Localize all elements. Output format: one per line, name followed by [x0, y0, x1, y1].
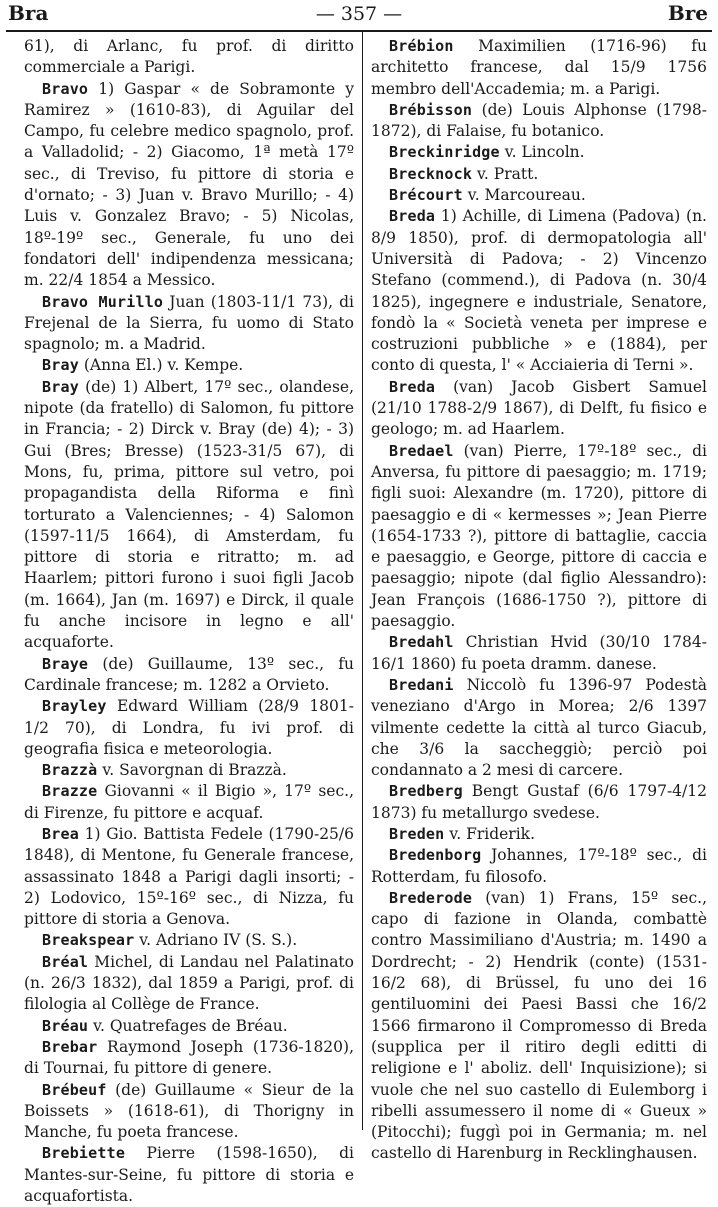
entry-text: (van) Jacob Gisbert Samuel (21/10 1788-2/9 1867), di Delft, fu fisico e geologo; m. ad Haarlem.: [371, 377, 707, 439]
entry: [371, 377, 707, 441]
entry: [371, 781, 707, 824]
column-divider: [362, 32, 363, 1130]
header-right-guide-word: Bre: [667, 1, 708, 25]
entry-headword: Bravo Murillo: [42, 292, 164, 311]
entry-text: v. Lincoln.: [499, 143, 585, 162]
entry-text: v. Friderik.: [444, 824, 535, 843]
entry-headword: Breckinridge: [389, 143, 500, 162]
entry-text: (de) Guillaume « Sieur de la Boissets » (1618-61), di Thorigny in Manche, fu poeta francese.: [24, 1080, 354, 1142]
entry-text: (de) Louis Alphonse (1798-1872), di Falaise, fu botanico.: [371, 100, 707, 141]
entry-headword: Braye: [42, 654, 89, 673]
left-column: [24, 36, 354, 1207]
entry: [24, 377, 354, 654]
entry-text: (Anna El.) v. Kempe.: [78, 356, 244, 375]
entry: [24, 760, 354, 781]
entry: [24, 1080, 354, 1144]
entry-headword: Brébeuf: [42, 1080, 107, 1099]
entry-headword: Brazzà: [42, 761, 98, 780]
entry-text: (van) Pierre, 17º-18º sec., di Anversa, fu pittore di paesaggio; m. 1719; figli suoi: Alexandre (m. 1720), pittore di paesaggio e di « kermesses »; Jean Pierre (1654-1733 ?), pittore di battaglie, caccia e paesaggio, e George, pittore di caccia e paesaggio; nipote (dal figlio Alessandro): Jean François (1686-1750 ?), pittore di paesaggio.: [371, 441, 707, 631]
entry-text: v. Adriano IV (S. S.).: [134, 931, 298, 950]
header-rule: [6, 30, 712, 32]
entry: [24, 824, 354, 930]
entry: [24, 781, 354, 824]
entry-text: v. Quatrefages de Bréau.: [88, 1016, 288, 1035]
entry-text: Juan (1803-11/1 73), di Frejenal de la Sierra, fu uomo di Stato spagnolo; m. a Madrid.: [24, 292, 354, 354]
entry-text: 1) Gaspar « de Sobramonte y Ramirez » (1610-83), di Aguilar del Campo, fu celebre medico spagnolo, prof. a Valladolid; - 2) Giacomo, 1ª metà 17º sec., di Treviso, fu pittore di storia e d'ornato; - 3) Juan v. Bravo Murillo; - 4) Luis v. Gonzalez Bravo; - 5) Nicolas, 18º-19º sec., Generale, fu uno dei fondatori dell' indipendenza messicana; m. 22/4 1854 a Messico.: [24, 79, 354, 290]
entry-text: Johannes, 17º-18º sec., di Rotterdam, fu filosofo.: [371, 846, 707, 886]
entry-text: (van) 1) Frans, 15º sec., capo di fazione in Olanda, combattè contro Massimiliano d'Austria; m. 1490 a Dordrecht; - 2) Hendrik (conte) (1531-16/2 68), di Brüssel, fu uno dei 16 gentiluomini dei Paesi Bassi che 16/2 1566 firmarono il Compromesso di Breda (supplica per il ritiro degli editti di religione e l' aboliz. dell' Inquisizione); si vuole che nel suo castello di Eulemborg i ribelli assumessero il nome di « Gueux » (Pitocchi); fuggì poi in Germania; m. nel castello di Harenburg in Recklinghausen.: [371, 888, 707, 1163]
entry-text: Niccolò fu 1396-97 Podestà veneziano d'Argo in Morea; 2/6 1397 vilmente cedette la città al turco Giacub, che 3/6 la saccheggiò; perciò poi condannato a 2 mesi di carcere.: [371, 675, 707, 780]
entry-text: 1) Gio. Battista Fedele (1790-25/6 1848), di Mentone, fu Generale francese, assassinato 1848 a Parigi dagli insorti; - 2) Lodovico, 15º-16º sec., di Nizza, fu pittore di storia a Genova.: [24, 824, 354, 929]
entry-text: v. Marcoureau.: [462, 186, 586, 205]
entry: [371, 36, 707, 100]
page-header: [0, 0, 718, 30]
entry: [24, 696, 354, 760]
entry-headword: Breda: [389, 377, 436, 396]
entry: [24, 355, 354, 376]
header-left-guide-word: Bra: [8, 1, 49, 25]
entry-headword: Bredani: [389, 675, 454, 694]
entry-headword: Bredahl: [389, 633, 454, 652]
entry-headword: Brea: [42, 824, 79, 843]
entry: [24, 79, 354, 292]
entry-text: (de) Guillaume, 13º sec., fu Cardinale francese; m. 1282 a Orvieto.: [24, 654, 354, 694]
entry-text: Christian Hvid (30/10 1784-16/1 1860) fu poeta dramm. danese.: [371, 633, 707, 673]
entry: [371, 185, 707, 206]
entry-headword: Bréau: [42, 1016, 89, 1035]
entry: [24, 292, 354, 356]
entry-headword: Bray: [42, 377, 79, 396]
entry-headword: Bravo: [42, 79, 89, 98]
entry-text: Giovanni « il Bigio », 17º sec., di Firenze, fu pittore e acquaf.: [24, 782, 354, 822]
entry-text: Bengt Gustaf (6/6 1797-4/12 1873) fu metallurgo svedese.: [371, 782, 707, 822]
entry-text: Raymond Joseph (1736-1820), di Tournai, fu pittore di genere.: [24, 1037, 354, 1078]
entry-text: Michel, di Landau nel Palatinato (n. 26/3 1832), dal 1859 a Parigi, prof. di filologia al Collège de France.: [24, 952, 354, 1014]
entry: [371, 164, 707, 185]
entry-headword: Bredenborg: [389, 846, 482, 865]
entry-text: v. Pratt.: [472, 164, 539, 183]
right-column: [371, 36, 707, 1165]
entry-headword: Breda: [389, 207, 436, 226]
entry-text: 1) Achille, di Limena (Padova) (n. 8/9 1850), prof. di dermopatologia all' Università di Padova; - 2) Vincenzo Stefano (commend.), di Padova (n. 30/4 1825), ingegnere e industriale, Senatore, fondò la « Società veneta per imprese e costruzioni pubbliche » e (1884), per conto di questa, l' « Acciaieria di Terni ».: [371, 207, 707, 375]
entry-headword: Bredael: [389, 441, 454, 460]
entry-headword: Brebar: [42, 1037, 98, 1056]
entry-headword: Bréal: [42, 952, 89, 971]
entry: [24, 1037, 354, 1080]
entry-text: v. Savorgnan di Brazzà.: [97, 761, 287, 780]
page-number: — 357 —: [315, 3, 403, 25]
entry: [371, 632, 707, 675]
entry-text: (de) 1) Albert, 17º sec., olandese, nipote (da fratello) di Salomon, fu pittore in Francia; - 2) Dirck v. Bray (de) 4); - 3) Gui (Bres; Bresse) (1523-31/5 67), di Mons, fu, prima, pittore sul vetro, poi propagandista della Riforma e finì torturato a Valenciennes; - 4) Salomon (1597-11/5 1664), di Amsterdam, fu pittore di storia e ritratto; m. ad Haarlem; pittori furono i suoi figli Jacob (m. 1664), Jan (m. 1697) e Dirck, il quale fu anche incisore in legno e all' acquaforte.: [24, 377, 354, 652]
entry: [24, 930, 354, 951]
entry: [371, 824, 707, 845]
entry-headword: Brébion: [389, 37, 454, 55]
entry: [24, 1016, 354, 1037]
entry: [371, 206, 707, 376]
entry-headword: Breden: [389, 824, 445, 843]
entry: [371, 675, 707, 781]
entry: [371, 888, 707, 1165]
entry: [24, 654, 354, 697]
entry-headword: Brayley: [42, 697, 107, 716]
entry-headword: Breakspear: [42, 931, 135, 950]
entry-text: Pierre (1598-1650), di Mantes-sur-Seine, fu pittore di storia e acquafortista.: [24, 1144, 354, 1206]
entry: [24, 952, 354, 1016]
entry-text: 61), di Arlanc, fu prof. di diritto commerciale a Parigi.: [24, 37, 354, 77]
entry: [24, 1143, 354, 1207]
entry-headword: Bray: [42, 356, 79, 375]
entry-headword: Brecknock: [389, 164, 473, 183]
entry: [371, 845, 707, 888]
entry-headword: Brébisson: [389, 100, 473, 119]
entry-headword: Brazze: [42, 782, 98, 801]
entry-headword: Brécourt: [389, 186, 463, 205]
entry: [371, 100, 707, 143]
entry-headword: Brederode: [389, 888, 473, 907]
entry-headword: Bredberg: [389, 782, 463, 801]
entry: [24, 36, 354, 79]
entry-headword: Brebiette: [42, 1144, 126, 1163]
entry-text: Maximilien (1716-96) fu architetto francese, dal 15/9 1756 membro dell'Accademia; m. a Parigi.: [371, 37, 707, 98]
entry-text: Edward William (28/9 1801-1/2 70), di Londra, fu ivi prof. di geografia fisica e meteorologia.: [24, 697, 354, 758]
entry: [371, 441, 707, 633]
entry: [371, 142, 707, 163]
